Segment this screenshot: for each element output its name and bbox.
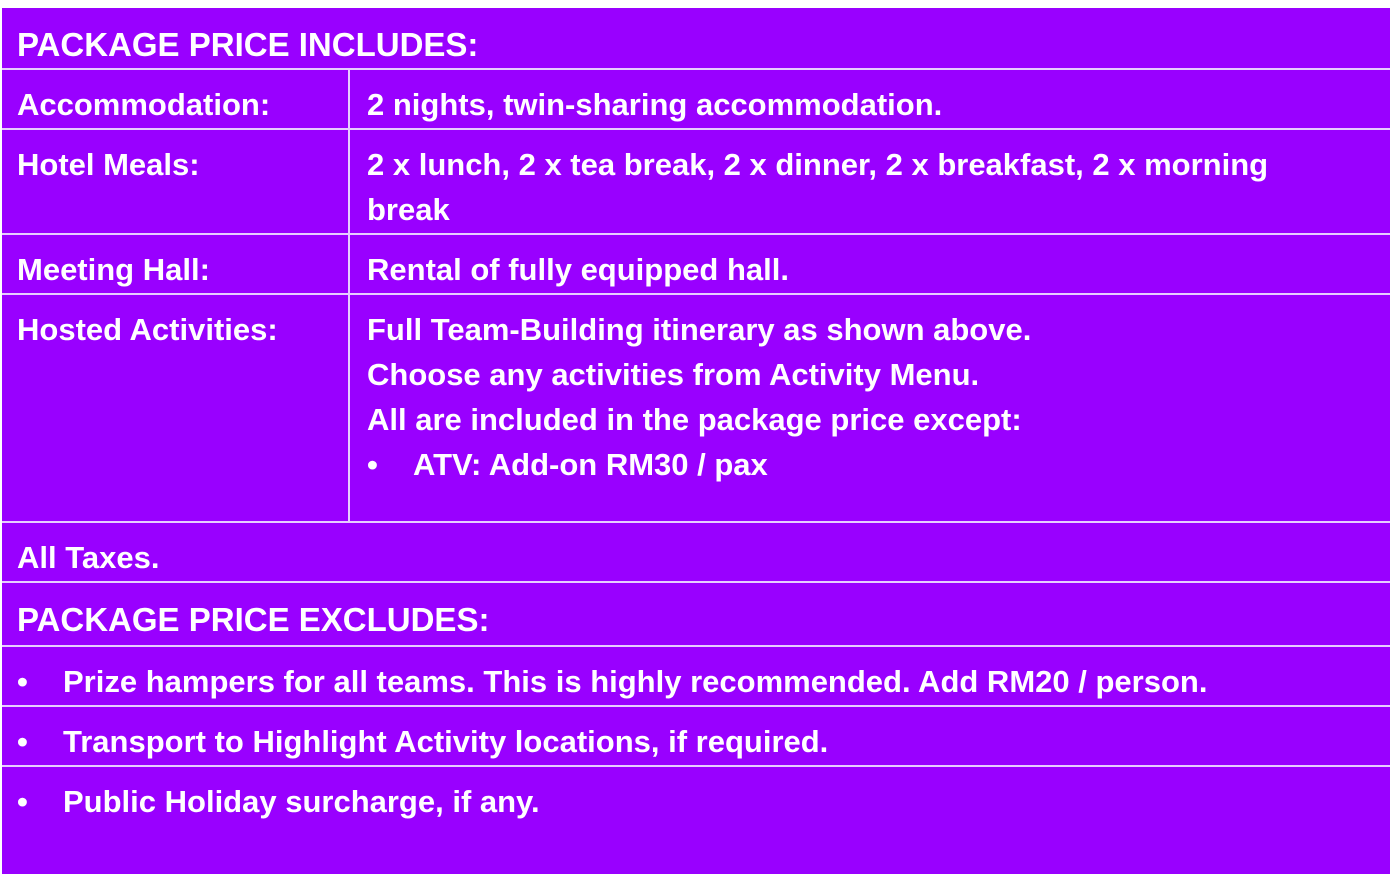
excludes-item [2, 767, 1390, 874]
activities-bullet-text: ATV: Add-on RM30 / pax [413, 447, 768, 482]
excludes-item-text: Prize hampers for all teams. This is highly recommended. Add RM20 / person. [63, 664, 1208, 699]
accommodation-row [2, 70, 1390, 130]
taxes-text: All Taxes. [17, 540, 160, 575]
excludes-item-row [2, 707, 1390, 767]
bullet-icon: • [17, 784, 28, 819]
excludes-item-row [2, 647, 1390, 707]
bullet-icon: • [367, 447, 378, 482]
hosted-activities-label: Hosted Activities: [2, 295, 350, 521]
includes-header: PACKAGE PRICE INCLUDES: [17, 26, 479, 63]
activities-line-1: Full Team-Building itinerary as shown above. [367, 312, 1032, 347]
excludes-item-text: Public Holiday surcharge, if any. [63, 784, 540, 819]
excludes-item [2, 707, 1390, 765]
bullet-icon: • [17, 664, 28, 699]
includes-header-row [2, 8, 1390, 70]
activities-bullet-item [367, 442, 1350, 487]
activities-line-2: Choose any activities from Activity Menu. [367, 357, 980, 392]
excludes-header: PACKAGE PRICE EXCLUDES: [17, 601, 490, 638]
taxes-row [2, 523, 1390, 583]
excludes-item-row [2, 767, 1390, 874]
meeting-hall-row [2, 235, 1390, 295]
hotel-meals-row [2, 130, 1390, 235]
activities-line-3: All are included in the package price except: [367, 402, 1022, 437]
accommodation-value: 2 nights, twin-sharing accommodation. [367, 87, 943, 122]
excludes-header-row [2, 583, 1390, 647]
accommodation-label: Accommodation: [2, 70, 350, 128]
hotel-meals-value: 2 x lunch, 2 x tea break, 2 x dinner, 2 x breakfast, 2 x morning break [367, 147, 1269, 227]
excludes-item [2, 647, 1390, 705]
bullet-icon: • [17, 724, 28, 759]
hosted-activities-row [2, 295, 1390, 523]
meeting-hall-label: Meeting Hall: [2, 235, 350, 293]
package-price-table [2, 8, 1390, 874]
hotel-meals-label: Hotel Meals: [2, 130, 350, 233]
meeting-hall-value: Rental of fully equipped hall. [367, 252, 789, 287]
excludes-item-text: Transport to Highlight Activity locations, if required. [63, 724, 829, 759]
hosted-activities-value [352, 295, 1390, 521]
